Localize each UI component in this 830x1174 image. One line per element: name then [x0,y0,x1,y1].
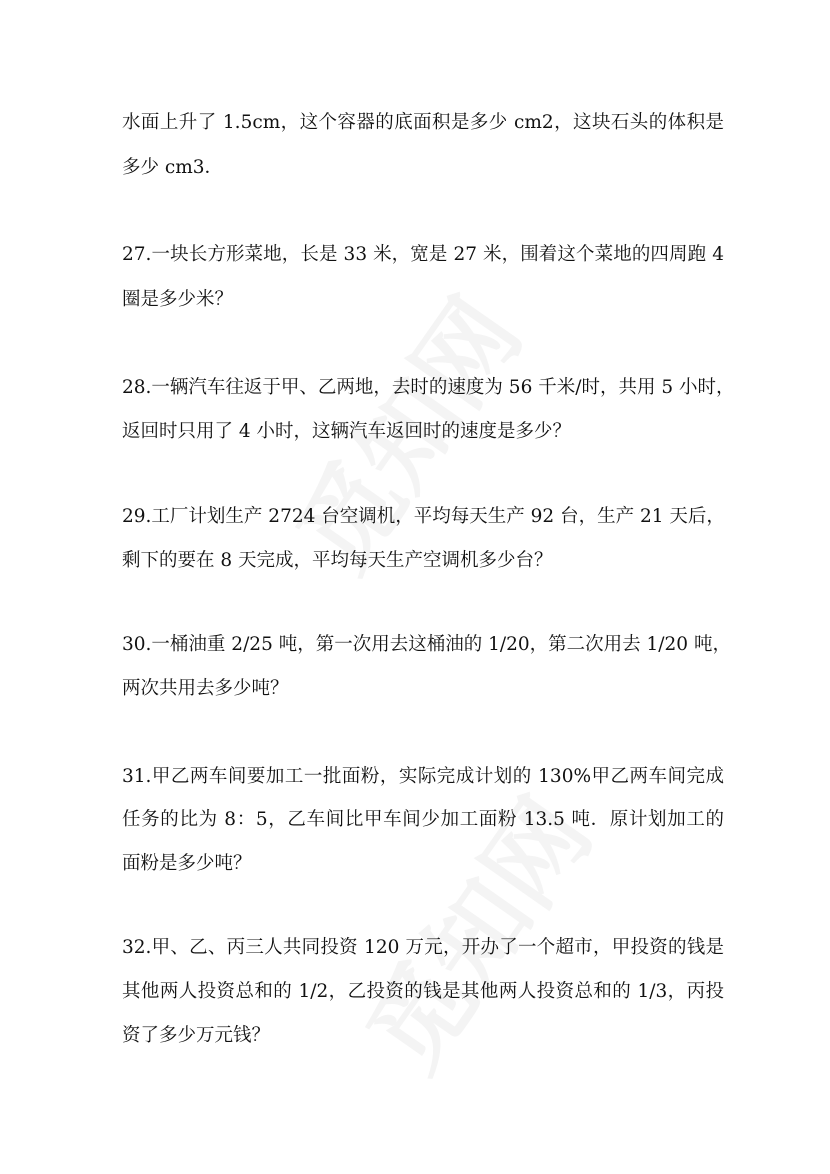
text-line: 30.一桶油重 2/25 吨，第一次用去这桶油的 1/20，第二次用去 1/20 吨， [122,634,731,655]
text-line: 水面上升了 1.5cm，这个容器的底面积是多少 cm2，这块石头的体积是 [122,112,724,133]
text-line: 两次共用去多少吨？ [122,678,289,699]
text-line: 29.工厂计划生产 2724 台空调机，平均每天生产 92 台，生产 21 天后， [122,506,725,527]
text-line: 资了多少万元钱？ [122,1025,271,1046]
text-line: 返回时只用了 4 小时，这辆汽车返回时的速度是多少？ [122,421,572,442]
text-line: 32.甲、乙、丙三人共同投资 120 万元，开办了一个超市，甲投资的钱是 [122,937,724,958]
text-line: 27.一块长方形菜地，长是 33 米，宽是 27 米，围着这个菜地的四周跑 4 [122,244,724,265]
text-line: 剩下的要在 8 天完成，平均每天生产空调机多少台？ [122,550,553,571]
text-line: 多少 cm3． [122,157,224,178]
text-line: 28.一辆汽车往返于甲、乙两地，去时的速度为 56 千米/时，共用 5 小时， [122,377,735,398]
text-line: 任务的比为 8：5，乙车间比甲车间少加工面粉 13.5 吨．原计划加工的 [122,809,724,830]
text-line: 其他两人投资总和的 1/2，乙投资的钱是其他两人投资总和的 1/3，丙投 [122,981,724,1002]
text-line: 圈是多少米？ [122,289,234,310]
text-line: 面粉是多少吨？ [122,853,252,874]
text-line: 31.甲乙两车间要加工一批面粉，实际完成计划的 130%甲乙两车间完成 [122,766,724,787]
